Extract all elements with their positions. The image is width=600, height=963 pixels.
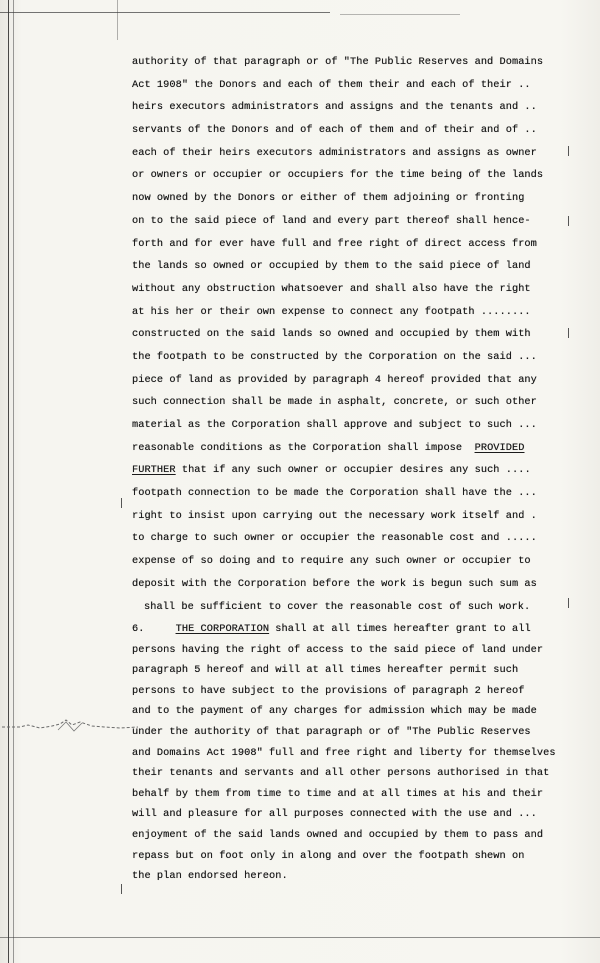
margin-tick — [121, 498, 122, 508]
section-5-text — [132, 51, 578, 618]
text-line: the plan endorsed hereon. — [132, 870, 288, 883]
provided-keyword: PROVIDED — [474, 441, 525, 454]
further-keyword: FURTHER — [132, 464, 176, 477]
text-line: without any obstruction whatsoever and shall also have the right — [132, 282, 531, 295]
text-line: and Domains Act 1908" full and free right and liberty for themselves — [132, 746, 556, 759]
text-line: repass but on foot only in along and over the footpath shewn on — [132, 849, 525, 862]
text-line: servants of the Donors and of each of them and of their and of .. — [132, 124, 537, 137]
text-line: persons having the right of access to the said piece of land under — [132, 643, 544, 656]
margin-rule-top — [117, 0, 118, 40]
bottom-edge-rule — [0, 937, 600, 938]
text-line: behalf by them from time to time and at all times at his and their — [132, 787, 544, 800]
text-line: persons to have subject to the provisions of paragraph 2 hereof — [132, 684, 525, 697]
text-line: Act 1908" the Donors and each of them their and each of their .. — [132, 78, 531, 91]
margin-scribble — [0, 716, 140, 738]
top-edge-rule — [0, 12, 330, 13]
text-line-segment: reasonable conditions as the Corporation shall impose — [132, 441, 463, 454]
text-line: deposit with the Corporation before the work is begun such sum as — [132, 577, 537, 590]
text-line: material as the Corporation shall approve and subject to such ... — [132, 419, 537, 431]
text-line: piece of land as provided by paragraph 4 hereof provided that any — [132, 373, 537, 386]
text-line: heirs executors administrators and assigns and the tenants and .. — [132, 101, 537, 114]
margin-tick — [121, 884, 122, 894]
text-line — [132, 437, 578, 460]
text-line: the footpath to be constructed by the Corporation on the said ... — [132, 350, 537, 363]
binding-rule-inner — [13, 0, 14, 963]
text-line: shall be sufficient to cover the reasonable cost of such work. — [144, 600, 531, 613]
text-line-segment: shall at all times hereafter grant to all — [269, 623, 531, 635]
section-6-heading-line — [132, 619, 578, 640]
section-number: 6. — [132, 623, 145, 635]
text-line: on to the said piece of land and every part thereof shall hence- — [132, 214, 531, 227]
text-line — [132, 459, 578, 482]
text-line: forth and for ever have full and free right of direct access from — [132, 237, 537, 250]
text-line: right to insist upon carrying out the necessary work itself and . — [132, 509, 537, 522]
text-line: now owned by the Donors or either of them adjoining or fronting — [132, 192, 525, 205]
text-line: footpath connection to be made the Corporation shall have the ... — [132, 487, 537, 500]
text-line: will and pleasure for all purposes connected with the use and ... — [132, 808, 537, 821]
text-line: expense of so doing and to require any such owner or occupier to — [132, 555, 531, 568]
top-edge-rule-faint — [340, 14, 460, 15]
text-line: constructed on the said lands so owned and occupied by them with — [132, 328, 531, 341]
text-line: under the authority of that paragraph or of "The Public Reserves — [132, 725, 531, 738]
text-line-segment: that if any such owner or occupier desires any such .... — [175, 464, 531, 477]
text-line: paragraph 5 hereof and will at all times hereafter permit such — [132, 664, 519, 677]
text-line: at his her or their own expense to connect any footpath ........ — [132, 305, 531, 318]
text-line: such connection shall be made in asphalt, concrete, or such other — [132, 396, 537, 409]
text-line: authority of that paragraph or of "The Public Reserves and Domains — [132, 56, 544, 68]
text-line: to charge to such owner or occupier the reasonable cost and ..... — [132, 532, 537, 545]
binding-rule-left — [8, 0, 9, 963]
section-heading: THE CORPORATION — [175, 623, 270, 635]
text-line: their tenants and servants and all other persons authorised in that — [132, 767, 550, 780]
text-line: each of their heirs executors administrators and assigns as owner — [132, 146, 537, 159]
text-line: the lands so owned or occupied by them to the said piece of land — [132, 260, 531, 273]
text-line: and to the payment of any charges for admission which may be made — [132, 705, 537, 718]
text-line: or owners or occupier or occupiers for the time being of the lands — [132, 169, 544, 182]
text-line: enjoyment of the said lands owned and occupied by them to pass and — [132, 828, 544, 841]
section-6-text — [132, 619, 578, 887]
